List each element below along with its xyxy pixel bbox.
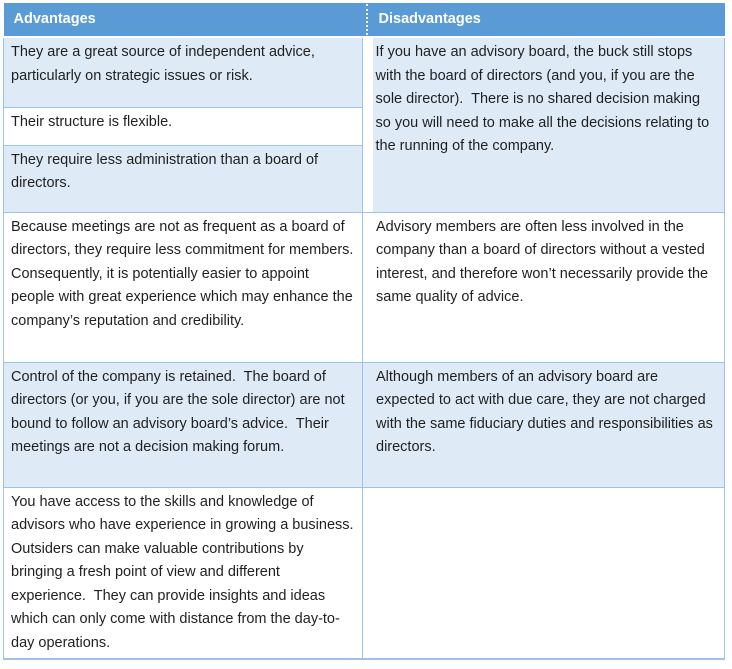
advantages-disadvantages-table: [3, 3, 725, 660]
cell-disadvantage-2: Advisory members are often less involved in the company than a board of directors without a vested interest, and therefore won’t necessarily provide the same quality of advice.: [363, 212, 725, 362]
table-header-row: [4, 3, 725, 37]
cell-advantage-1c: They require less administration than a board of directors.: [4, 145, 363, 212]
cell-disadvantage-1: If you have an advisory board, the buck still stops with the board of directors (and you, if you are the sole director). There is no shared decision making so you will need to make all the decisions relating to the running of the company.: [373, 37, 725, 212]
column-gutter: [363, 37, 373, 212]
header-column-divider: [366, 4, 368, 35]
cell-advantage-3: Control of the company is retained. The board of directors (or you, if you are the sole director) are not bound to follow an advisory board’s advice. Their meetings are not a decision making forum.: [4, 362, 363, 487]
advantages-header: Advantages: [13, 11, 96, 27]
cell-disadvantage-4: [363, 487, 725, 659]
table-row: [4, 362, 725, 487]
table-row: [4, 487, 725, 659]
disadvantages-header: Disadvantages: [378, 11, 481, 27]
cell-advantage-4: You have access to the skills and knowledge of advisors who have experience in growing a business. Outsiders can make valuable contributions by bringing a fresh point of view and different experience. They can provide insights and ideas which can only come with distance from the day-to-day operations.: [4, 487, 363, 659]
table-row: [4, 212, 725, 362]
cell-advantage-2: Because meetings are not as frequent as a board of directors, they require less commitment for members. Consequently, it is potentially easier to appoint people with great experience which may enhance the company’s reputation and credibility.: [4, 212, 363, 362]
cell-advantage-1a: They are a great source of independent advice, particularly on strategic issues or risk.: [4, 37, 363, 107]
table-row: [4, 37, 725, 107]
table-header: [4, 3, 725, 37]
cell-advantage-1b: Their structure is flexible.: [4, 107, 363, 145]
cell-disadvantage-3: Although members of an advisory board are expected to act with due care, they are not charged with the same fiduciary duties and responsibilities as directors.: [363, 362, 725, 487]
